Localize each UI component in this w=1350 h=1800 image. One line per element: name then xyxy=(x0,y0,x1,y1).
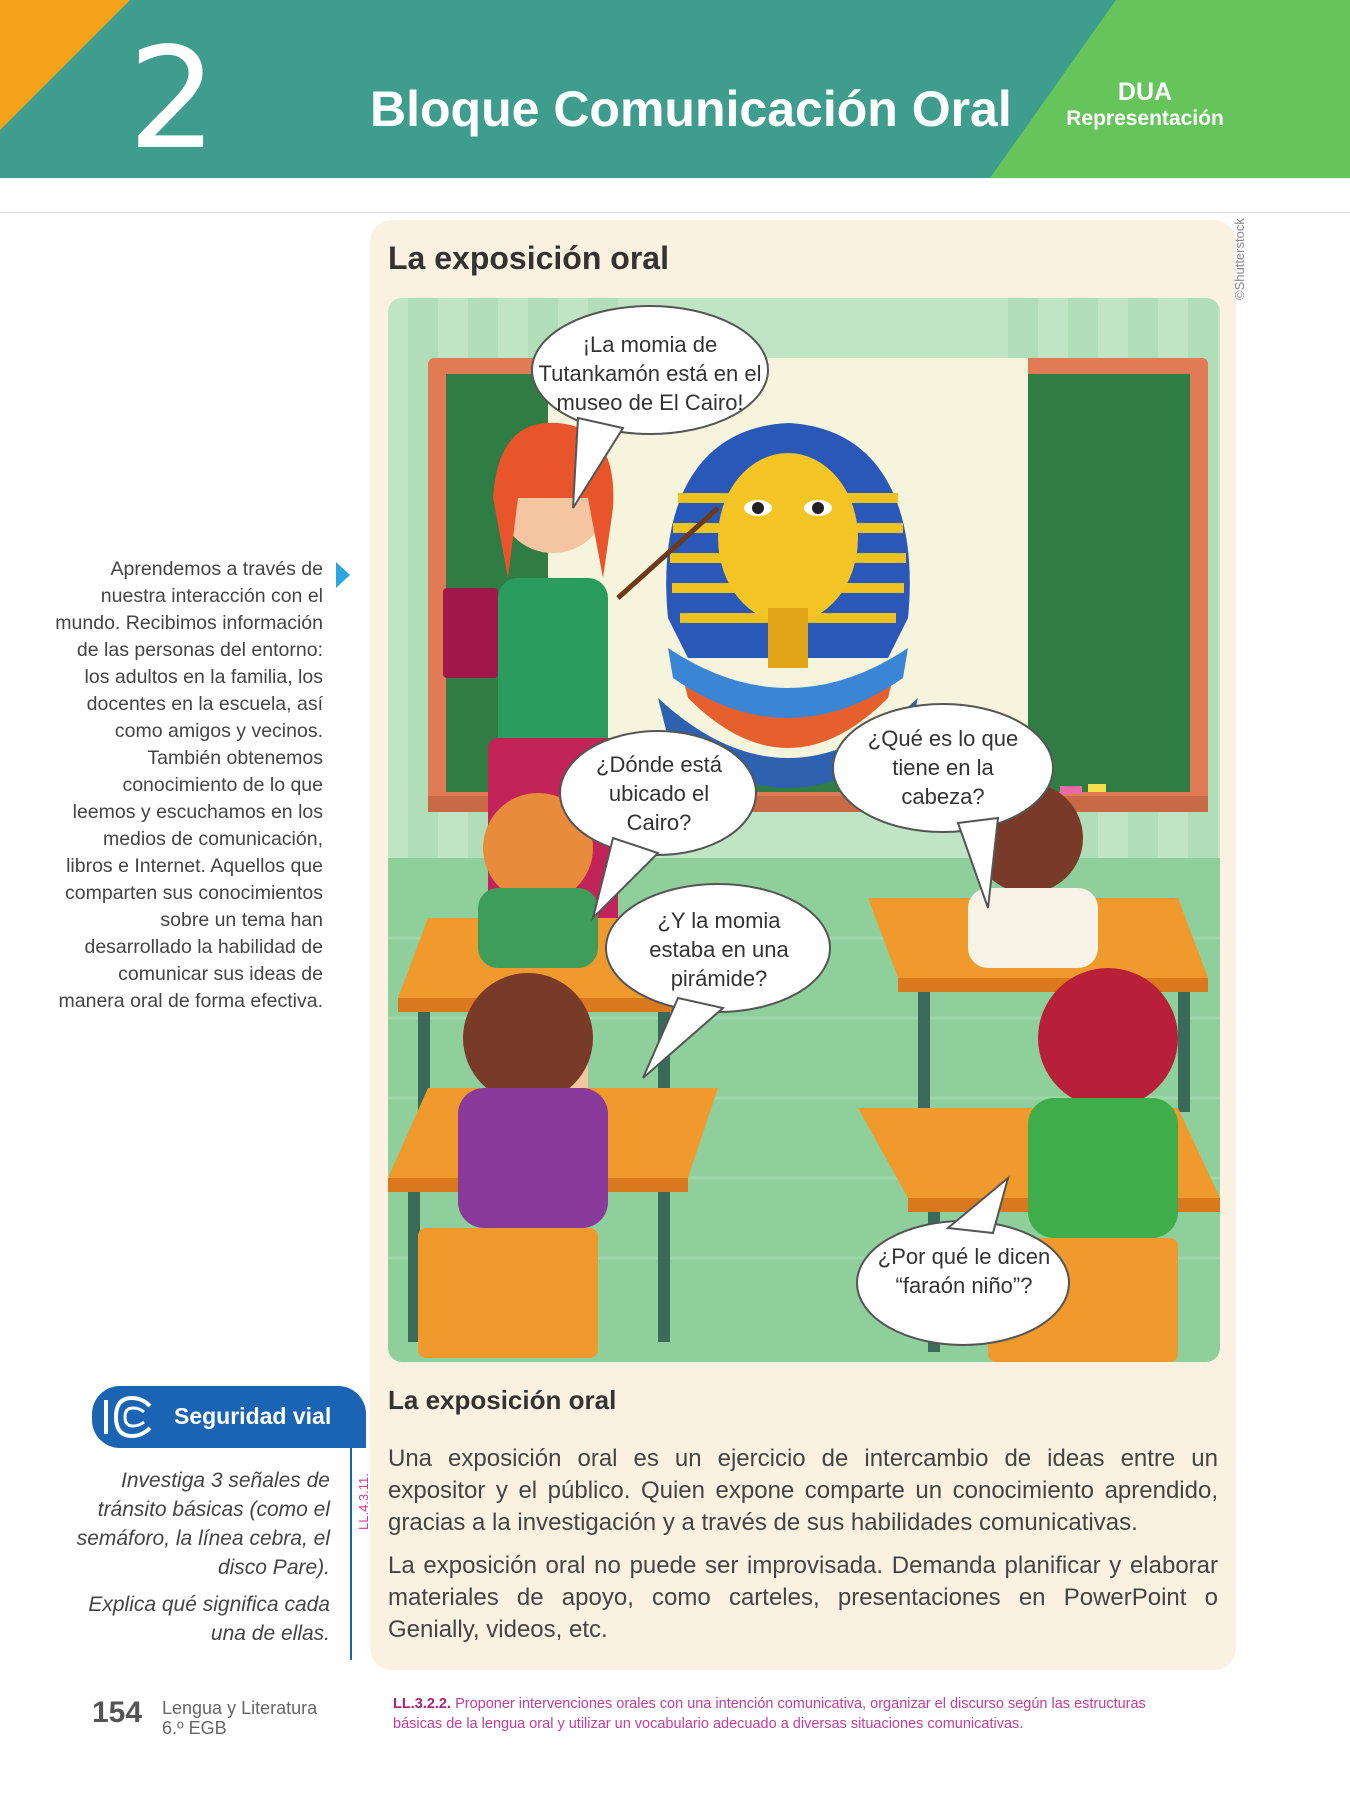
book-info xyxy=(162,1698,317,1738)
speech-bubble-pyramid: ¿Y la momia estaba en una pirámide? xyxy=(649,908,789,991)
dua-type: Representación xyxy=(1066,107,1224,130)
header-orange-corner xyxy=(0,0,130,130)
seguridad-vial-header xyxy=(92,1386,366,1448)
ic-logo-icon xyxy=(92,1386,162,1448)
image-credit: ©Shutterstock xyxy=(1232,218,1247,300)
seguridad-vial-label: Seguridad vial xyxy=(174,1403,332,1429)
body-paragraph-2: La exposición oral no puede ser improvisada. Demanda planificar y elaborar materiales de apoyo, como carteles, presentaciones en PowerPoint o Genially, videos, etc. xyxy=(388,1552,1218,1643)
section-subtitle: La exposición oral xyxy=(388,1385,617,1415)
seguridad-vial-rule xyxy=(350,1440,352,1660)
standard-text: Proponer intervenciones orales con una intención comunicativa, organizar el discurso según las estructuras básicas de la lengua oral y utilizar un vocabulario adecuado a diversas situaciones comunicativas. xyxy=(393,1696,1146,1732)
sidebar-intro-text: Aprendemos a través de nuestra interacción con el mundo. Recibimos información de las personas del entorno: los adultos en la familia, los docentes en la escuela, así como amigos y vecinos. También obtenemos conocimiento de lo que leemos y escuchamos en los medios de comunicación, libros e Internet. Aquellos que comparten sus conocimientos sobre un tema han desarrollado la habilidad de comunicar sus ideas de manera oral de forma efectiva. xyxy=(55,558,323,1012)
curriculum-standard xyxy=(393,1694,1193,1734)
header-divider xyxy=(0,212,1350,213)
book-grade: 6.º EGB xyxy=(162,1718,227,1738)
panel-title: La exposición oral xyxy=(388,240,669,276)
unit-number: 2 xyxy=(128,18,218,181)
body-paragraph-1: Una exposición oral es un ejercicio de intercambio de ideas entre un expositor y el público. Quien expone comparte un conocimiento aprendido, gracias a la investigación y a través de sus habilidades comunicativas. xyxy=(388,1445,1218,1536)
speech-bubble-teacher: ¡La momia de Tutankamón está en el museo de El Cairo! xyxy=(538,332,762,415)
speech-bubble-pharaoh: ¿Por qué le dicen “faraón niño”? xyxy=(877,1244,1051,1298)
seguridad-vial-text xyxy=(70,1466,330,1656)
unit-title: Bloque Comunicación Oral xyxy=(370,81,1012,137)
classroom-scene xyxy=(388,298,1220,1362)
dua-label: DUA xyxy=(1117,78,1173,106)
seguridad-vial-paragraph-2: Explica qué significa cada una de ellas. xyxy=(88,1593,330,1645)
classroom-illustration xyxy=(388,298,1220,1362)
seguridad-vial-code: LL.4.3.11. xyxy=(356,1473,371,1530)
standard-code: LL.3.2.2. xyxy=(393,1696,452,1712)
section-body xyxy=(388,1443,1218,1657)
triangle-pointer-icon xyxy=(336,562,350,588)
book-subject: Lengua y Literatura xyxy=(162,1698,318,1718)
dua-badge xyxy=(1060,78,1230,131)
page-number: 154 xyxy=(92,1696,143,1729)
seguridad-vial-paragraph-1: Investiga 3 señales de tránsito básicas (como el semáforo, la línea cebra, el disco Pare). xyxy=(76,1469,330,1579)
speech-bubble-head: ¿Qué es lo que tiene en la cabeza? xyxy=(867,726,1019,809)
speech-bubble-where-cairo: ¿Dónde está ubicado el Cairo? xyxy=(596,752,722,835)
